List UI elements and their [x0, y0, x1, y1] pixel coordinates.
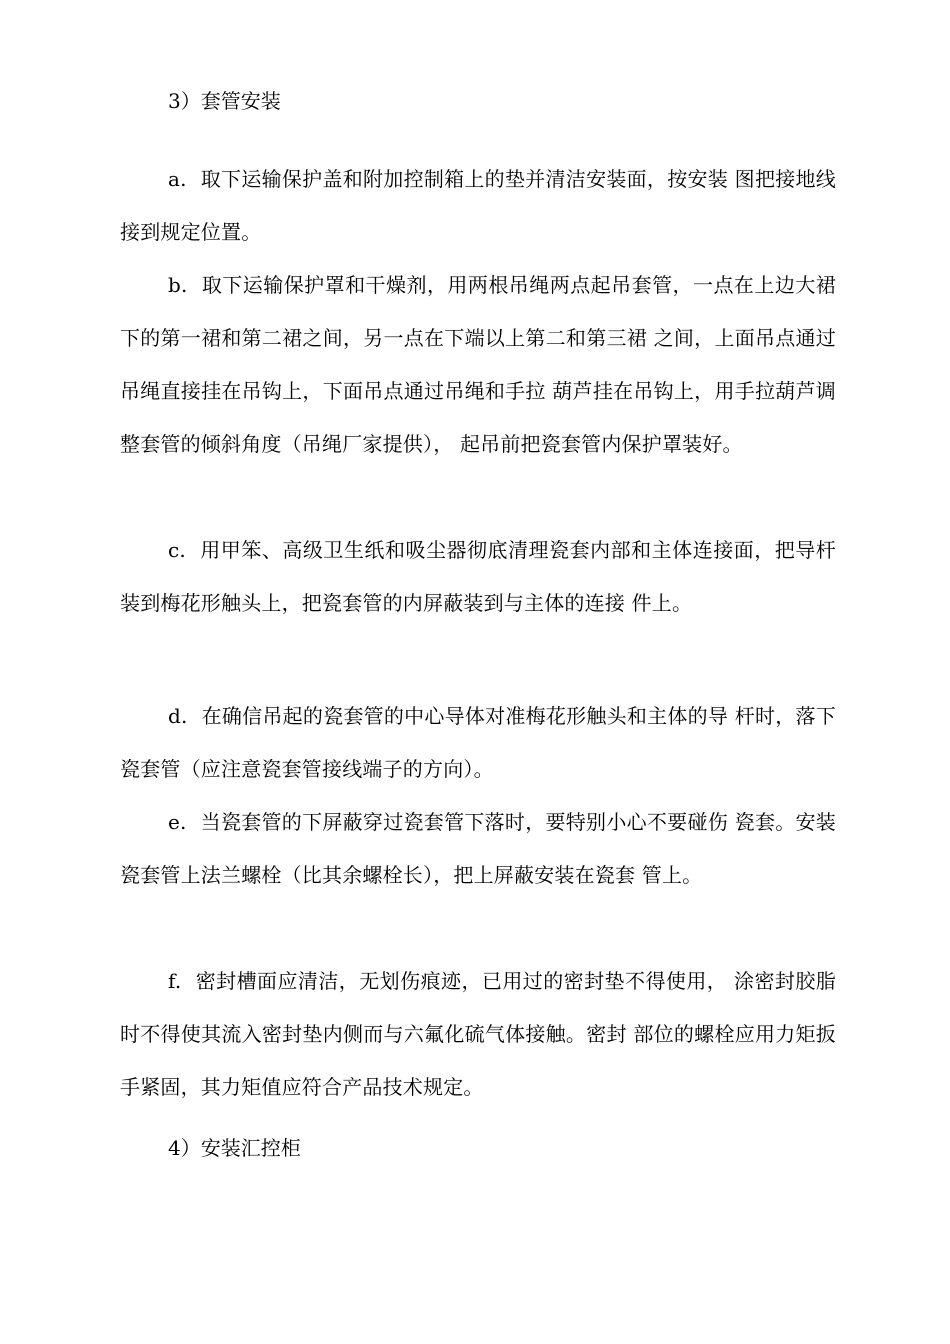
list-item-text: 用甲笨、高级卫生纸和吸尘器彻底清理瓷套内部和主体连接面，把导杆装到梅花形触头上，把瓷套管的内屏蔽装到与主体的连接 件上。: [120, 538, 836, 615]
list-marker: e.: [168, 810, 187, 834]
list-item-c: [120, 524, 836, 630]
list-item-text: 取下运输保护盖和附加控制箱上的垫并清洁安装面，按安装 图把接地线接到规定位置。: [120, 167, 836, 244]
list-item-text: 在确信吊起的瓷套管的中心导体对准梅花形触头和主体的导 杆时，落下瓷套管（应注意瓷套管接线端子的方向）。: [120, 704, 836, 781]
list-marker: a.: [168, 167, 187, 191]
list-marker: f.: [168, 969, 182, 993]
list-item-b: [120, 259, 836, 471]
section-heading-bushing-installation: 3）套管安装: [168, 89, 281, 113]
list-item-d: [120, 690, 836, 796]
list-item-text: 密封槽面应清洁，无划伤痕迹，已用过的密封垫不得使用， 涂密封胶脂时不得使其流入密封垫内侧而与六氟化硫气体接触。密封 部位的螺栓应用力矩扳手紧固，其力矩值应符合产品技术规定。: [120, 969, 836, 1099]
list-item-f: [120, 955, 836, 1114]
list-item-text: 当瓷套管的下屏蔽穿过瓷套管下落时，要特别小心不要碰伤 瓷套。安装瓷套管上法兰螺栓（比其余螺栓长），把上屏蔽安装在瓷套 管上。: [120, 810, 836, 887]
section-heading-control-cabinet: 4）安装汇控柜: [168, 1136, 301, 1160]
list-marker: c.: [168, 538, 186, 562]
list-marker: d.: [168, 704, 188, 728]
list-item-a: [120, 153, 836, 259]
list-item-text: 取下运输保护罩和干燥剂，用两根吊绳两点起吊套管，一点在上边大裙下的第一裙和第二裙之间，另一点在下端以上第二和第三裙 之间，上面吊点通过吊绳直接挂在吊钩上，下面吊点通过吊绳和手拉 葫芦挂在吊钩上，用手拉葫芦调整套管的倾斜角度（吊绳厂家提供）， 起吊前把瓷套管内保护罩装好。: [120, 273, 836, 456]
list-item-e: [120, 796, 836, 902]
list-marker: b.: [168, 273, 188, 297]
